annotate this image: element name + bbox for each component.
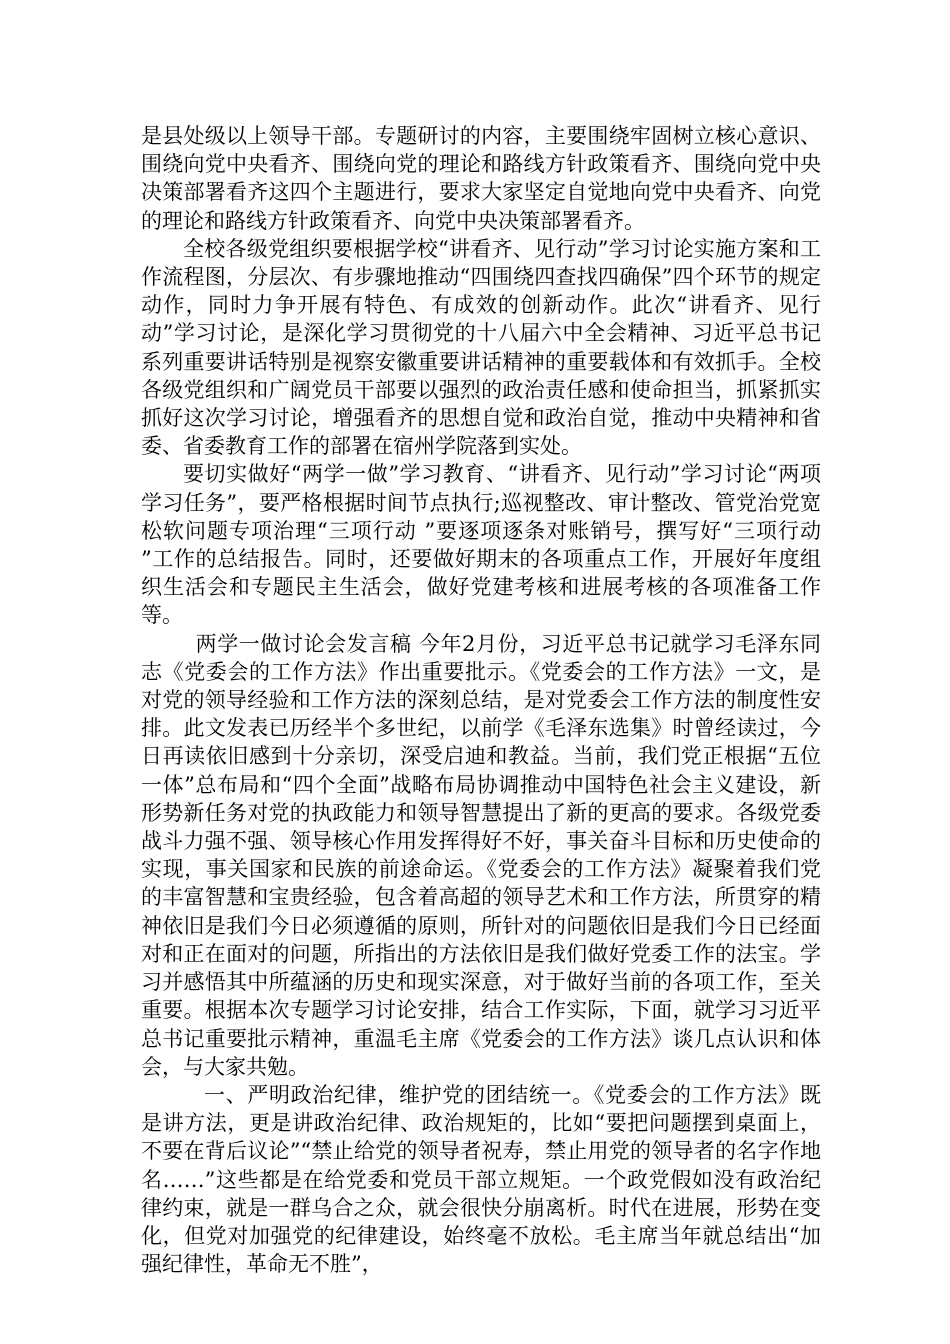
paragraph-speech-intro: 两学一做讨论会发言稿 今年2月份，习近平总书记就学习毛泽东同志《党委会的工作方法》作出重要批示。《党委会的工作方法》一文，是对党的领导经验和工作方法的深刻总结，是对党委会工作方法的制度性安排。此文发表已历经半个多世纪，以前学《毛泽东选集》时曾经读过，今日再读依旧感到十分亲切，深受启迪和教益。当前，我们党正根据“五位一体”总布局和“四个全面”战略布局协调推动中国特色社会主义建设，新形势新任务对党的执政能力和领导智慧提出了新的更高的要求。各级党委战斗力强不强、领导核心作用发挥得好不好，事关奋斗目标和历史使命的实现，事关国家和民族的前途命运。《党委会的工作方法》凝聚着我们党的丰富智慧和宝贵经验，包含着高超的领导艺术和工作方法，所贯穿的精神依旧是我们今日必须遵循的原则，所针对的问题依旧是我们今日已经面对和正在面对的问题，所指出的方法依旧是我们做好党委工作的法宝。学习并感悟其中所蕴涵的历史和现实深意，对于做好当前的各项工作，至关重要。根据本次专题学习讨论安排，结合工作实际，下面，就学习习近平总书记重要批示精神，重温毛主席《党委会的工作方法》谈几点认识和体会，与大家共勉。 (141, 631, 821, 1079)
paragraph-study-tasks: 要切实做好“两学一做”学习教育、“讲看齐、见行动”学习讨论“两项学习任务”，要严格根据时间节点执行;巡视整改、审计整改、管党治党宽松软问题专项治理“三项行动 ”要逐项逐条对账销号，撰写好“三项行动 ”工作的总结报告。同时，还要做好期末的各项重点工作，开展好年度组织生活会和专题民主生活会，做好党建考核和进展考核的各项准备工作等。 (141, 462, 821, 628)
paragraph-study-plan: 全校各级党组织要根据学校“讲看齐、见行动”学习讨论实施方案和工作流程图，分层次、有步骤地推动“四围绕四查找四确保”四个环节的规定动作，同时力争开展有特色、有成效的创新动作。此次“讲看齐、见行动”学习讨论，是深化学习贯彻党的十八届六中全会精神、习近平总书记系列重要讲话特别是视察安徽重要讲话精神的重要载体和有效抓手。全校各级党组织和广阔党员干部要以强烈的政治责任感和使命担当，抓紧抓实抓好这次学习讨论，增强看齐的思想自觉和政治自觉，推动中央精神和省委、省委教育工作的部署在宿州学院落到实处。 (141, 236, 821, 459)
paragraph-political-discipline: 一、严明政治纪律，维护党的团结统一。《党委会的工作方法》既是讲方法，更是讲政治纪律、政治规矩的，比如“要把问题摆到桌面上，不要在背后议论”“禁止给党的领导者祝寿，禁止用党的领导者的名字作地名……”这些都是在给党委和党员干部立规矩。一个政党假如没有政治纪律约束，就是一群乌合之众，就会很快分崩离析。时代在进展，形势在变化，但党对加强党的纪律建设，始终毫不放松。毛主席当年就总结出“加强纪律性，革命无不胜”， (141, 1082, 821, 1277)
document-body (141, 122, 821, 1278)
paragraph-continuation: 是县处级以上领导干部。专题研讨的内容，主要围绕牢固树立核心意识、围绕向党中央看齐、围绕向党的理论和路线方针政策看齐、围绕向党中央决策部署看齐这四个主题进行，要求大家坚定自觉地向党中央看齐、向党的理论和路线方针政策看齐、向党中央决策部署看齐。 (141, 124, 821, 233)
